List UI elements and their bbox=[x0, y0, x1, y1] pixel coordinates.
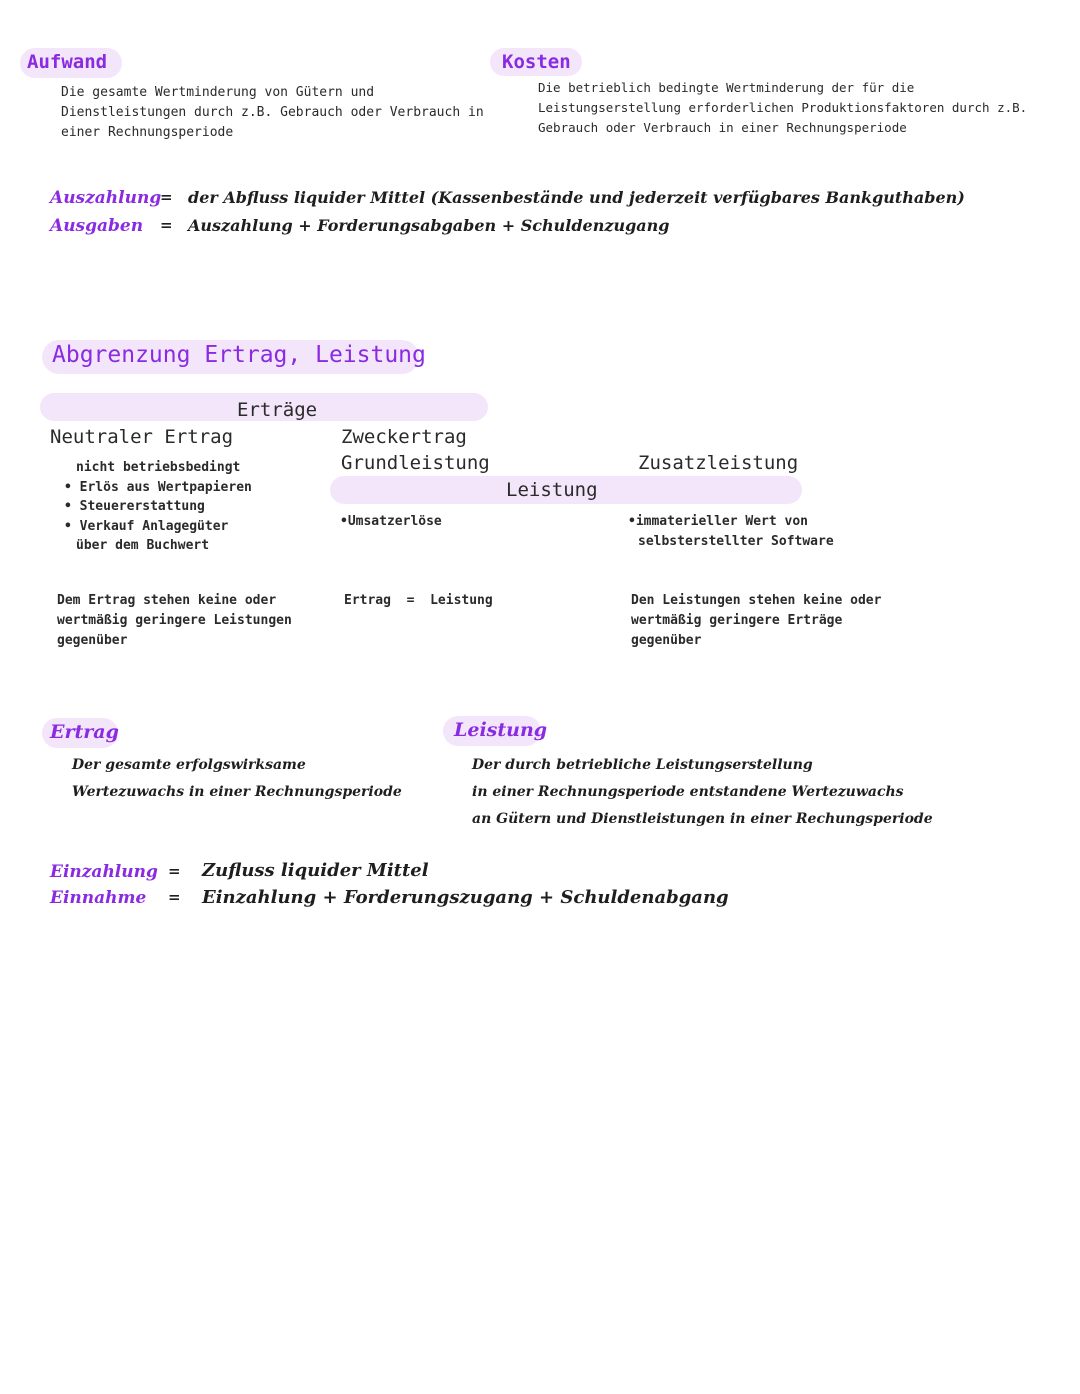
leistung-label: Leistung bbox=[506, 479, 598, 501]
kosten-line: Leistungserstellung erforderlichen Produktionsfaktoren durch z.B. bbox=[538, 100, 1028, 115]
zusatz-note bbox=[631, 591, 881, 651]
zweck-bullet: •Umsatzerlöse bbox=[340, 514, 442, 529]
neutral-subtitle: nicht betriebsbedingt bbox=[76, 460, 241, 475]
ausgaben-eq: = bbox=[160, 216, 173, 234]
kosten-title: Kosten bbox=[502, 51, 571, 73]
aufwand-title: Aufwand bbox=[27, 51, 108, 73]
einzahlung-term: Einzahlung bbox=[50, 862, 158, 882]
ertrag-line: Wertezuwachs in einer Rechnungsperiode bbox=[72, 784, 402, 800]
neutral-bullet: • Verkauf Anlagegüter bbox=[64, 518, 229, 534]
neutral-title: Neutraler Ertrag bbox=[50, 426, 234, 448]
ertraege-label: Erträge bbox=[237, 399, 318, 421]
zusatz-note-line: gegenüber bbox=[631, 633, 702, 648]
auszahlung-definition: der Abfluss liquider Mittel (Kassenbestände und jederzeit verfügbares Bankguthaben) bbox=[188, 188, 965, 207]
neutral-note-line: gegenüber bbox=[57, 633, 128, 648]
leistung-line: in einer Rechnungsperiode entstandene Wertezuwachs bbox=[472, 784, 904, 800]
zusatz-note-line: wertmäßig geringere Erträge bbox=[631, 613, 843, 628]
neutral-note bbox=[57, 591, 292, 651]
ausgaben-definition: Auszahlung + Forderungsabgaben + Schuldenzugang bbox=[188, 216, 670, 235]
section-title: Abgrenzung Ertrag, Leistung bbox=[52, 342, 426, 368]
leistung-line: Der durch betriebliche Leistungserstellung bbox=[472, 757, 813, 773]
einzahlung-eq: = bbox=[168, 862, 181, 880]
neutral-bullet: • Erlös aus Wertpapieren bbox=[64, 479, 252, 495]
zweck-title: Zweckertrag bbox=[341, 426, 467, 448]
aufwand-definition bbox=[61, 83, 484, 143]
kosten-line: Gebrauch oder Verbrauch in einer Rechnungsperiode bbox=[538, 120, 907, 135]
grundleistung-title: Grundleistung bbox=[341, 452, 490, 474]
ertrag-definition bbox=[72, 752, 402, 806]
ertrag-line: Der gesamte erfolgswirksame bbox=[72, 757, 306, 773]
ausgaben-term: Ausgaben bbox=[50, 216, 144, 236]
auszahlung-term: Auszahlung bbox=[50, 188, 162, 208]
zusatz-title: Zusatzleistung bbox=[638, 452, 799, 474]
aufwand-line: Die gesamte Wertminderung von Gütern und bbox=[61, 85, 375, 100]
einnahme-term: Einnahme bbox=[50, 888, 147, 908]
neutral-details bbox=[64, 458, 252, 556]
zusatz-bullet bbox=[628, 512, 834, 552]
aufwand-line: einer Rechnungsperiode bbox=[61, 125, 234, 140]
einnahme-definition: Einzahlung + Forderungszugang + Schuldenabgang bbox=[202, 887, 729, 908]
neutral-bullet-cont: über dem Buchwert bbox=[76, 538, 210, 553]
aufwand-line: Dienstleistungen durch z.B. Gebrauch oder Verbrauch in bbox=[61, 105, 484, 120]
neutral-bullet: • Steuererstattung bbox=[64, 499, 205, 514]
leistung-line: an Gütern und Dienstleistungen in einer Rechungsperiode bbox=[472, 811, 933, 827]
neutral-note-line: Dem Ertrag stehen keine oder bbox=[57, 593, 277, 608]
zusatz-note-line: Den Leistungen stehen keine oder bbox=[631, 593, 882, 608]
ertrag-title: Ertrag bbox=[50, 721, 119, 743]
leistung-title: Leistung bbox=[454, 719, 548, 741]
kosten-definition bbox=[538, 78, 1027, 138]
auszahlung-eq: = bbox=[160, 188, 173, 206]
einzahlung-definition: Zufluss liquider Mittel bbox=[202, 860, 429, 881]
zusatz-bullet-line: selbsterstellter Software bbox=[638, 534, 834, 549]
einnahme-eq: = bbox=[168, 888, 181, 906]
zusatz-bullet-line: •immaterieller Wert von bbox=[628, 514, 809, 529]
leistung-definition bbox=[472, 752, 933, 833]
zweck-equation: Ertrag = Leistung bbox=[344, 593, 493, 608]
neutral-note-line: wertmäßig geringere Leistungen bbox=[57, 613, 292, 628]
kosten-line: Die betrieblich bedingte Wertminderung der für die bbox=[538, 80, 915, 95]
